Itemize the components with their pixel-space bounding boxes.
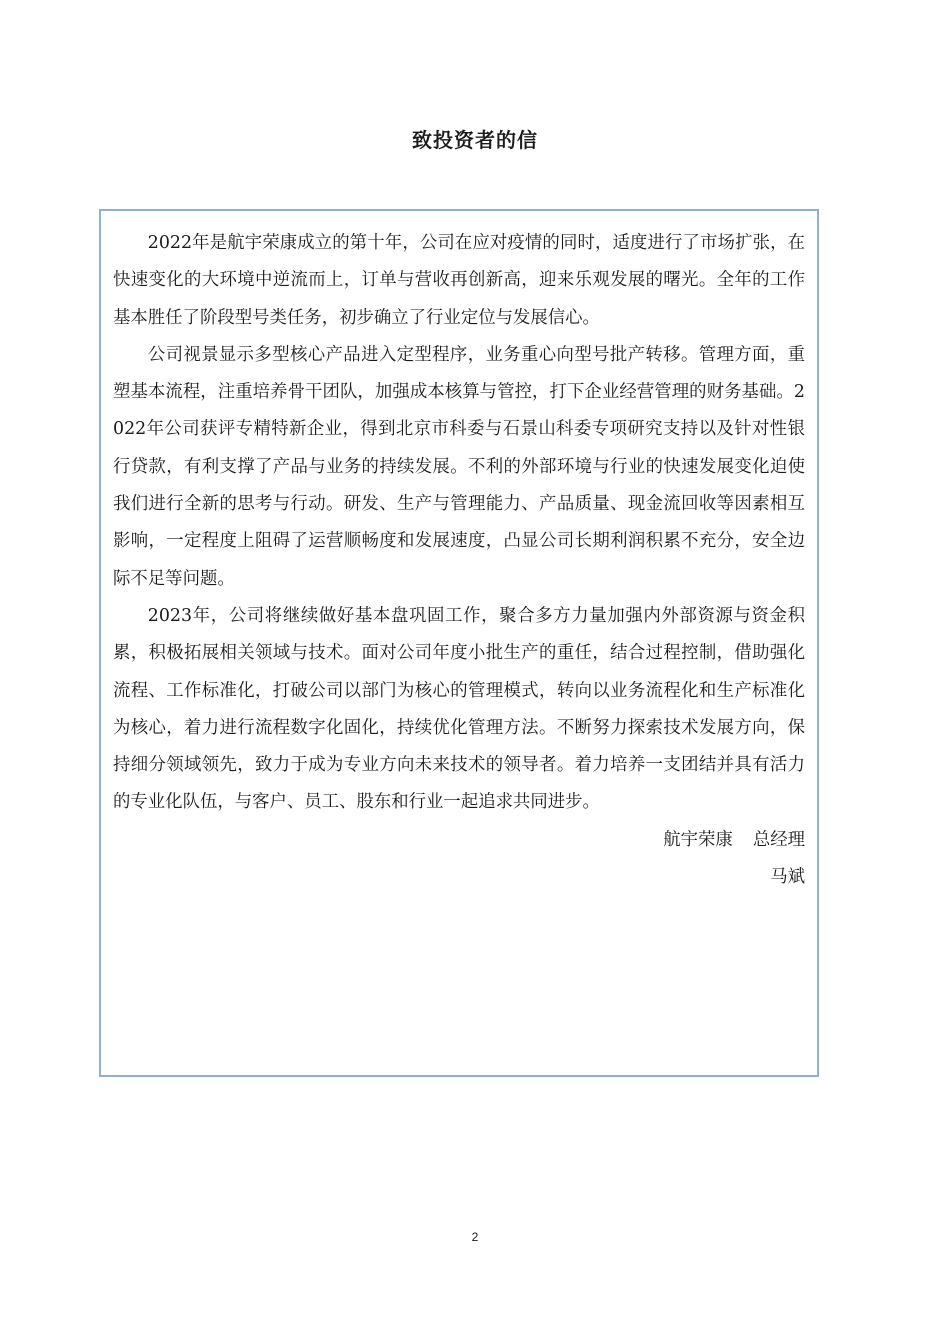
letter-box — [99, 209, 819, 1077]
letter-paragraph-2: 公司视景显示多型核心产品进入定型程序，业务重心向型号批产转移。管理方面，重塑基本流程，注重培养骨干团队，加强成本核算与管控，打下企业经营管理的财务基础。2022年公司获评专精特新企业，得到北京市科委与石景山科委专项研究支持以及针对性银行贷款，有利支撑了产品与业务的持续发展。不利的外部环境与行业的快速发展变化迫使我们进行全新的思考与行动。研发、生产与管理能力、产品质量、现金流回收等因素相互影响，一定程度上阻碍了运营顺畅度和发展速度，凸显公司长期利润积累不充分，安全边际不足等问题。 — [113, 344, 805, 589]
page-title: 致投资者的信 — [412, 128, 538, 152]
signature-name: 马斌 — [770, 867, 805, 888]
page-number: 2 — [471, 1230, 479, 1244]
signature-company: 航宇荣康 — [663, 829, 733, 850]
signature-position: 总经理 — [752, 829, 805, 850]
signature-line — [113, 822, 805, 859]
letter-paragraph-3: 2023年，公司将继续做好基本盘巩固工作，聚合多方力量加强内外部资源与资金积累，积极拓展相关领域与技术。面对公司年度小批生产的重任，结合过程控制，借助强化流程、工作标准化，打破公司以部门为核心的管理模式，转向以业务流程化和生产标准化为核心，着力进行流程数字化固化，持续优化管理方法。不断努力探索技术发展方向，保持细分领域领先，致力于成为专业方向未来技术的领导者。着力培养一支团结并具有活力的专业化队伍，与客户、员工、股东和行业一起追求共同进步。 — [113, 605, 805, 813]
letter-paragraph-1: 2022年是航宇荣康成立的第十年，公司在应对疫情的同时，适度进行了市场扩张，在快速变化的大环境中逆流而上，订单与营收再创新高，迎来乐观发展的曙光。全年的工作基本胜任了阶段型号类任务，初步确立了行业定位与发展信心。 — [113, 233, 805, 328]
